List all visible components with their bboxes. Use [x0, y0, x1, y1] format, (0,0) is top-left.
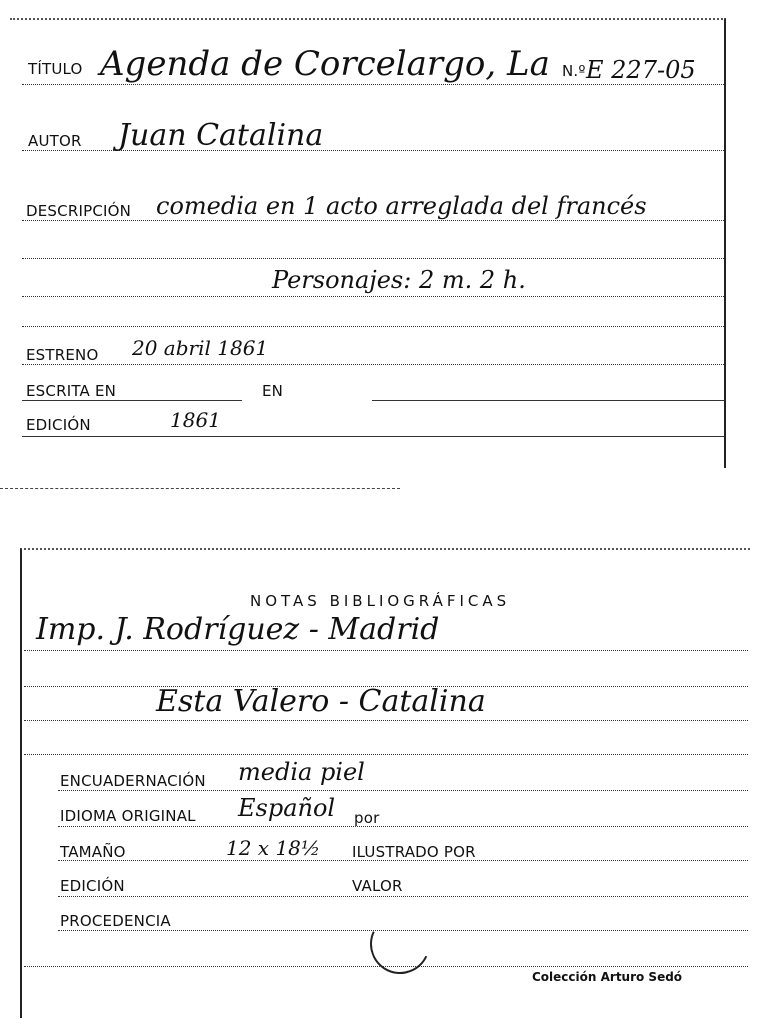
edicion-value: 1861 [170, 408, 221, 432]
rule-note-4 [24, 754, 748, 755]
escrita-en-label: ESCRITA EN [26, 382, 117, 400]
rule-idioma [58, 826, 748, 827]
tamano-value: 12 x 18½ [226, 836, 321, 860]
personajes-value: Personajes: 2 m. 2 h. [272, 266, 526, 294]
rule-note-1 [24, 650, 748, 651]
ilustrado-label: ILUSTRADO POR [352, 843, 476, 861]
titulo-label: TÍTULO [28, 60, 83, 78]
collection-footer: Colección Arturo Sedó [532, 970, 683, 984]
edicion-label-2: EDICIÓN [60, 877, 125, 895]
encuadernacion-label: ENCUADERNACIÓN [60, 772, 206, 790]
autor-value: Juan Catalina [118, 118, 324, 153]
card-separator [0, 488, 400, 489]
tamano-label: TAMAÑO [60, 843, 126, 861]
rule-titulo [22, 84, 724, 85]
procedencia-label: PROCEDENCIA [60, 912, 171, 930]
rule-personajes [22, 296, 724, 297]
rule-blank [22, 326, 724, 327]
descripcion-value: comedia en 1 acto arreglada del francés [156, 192, 647, 220]
idioma-value: Español [238, 794, 336, 822]
rule-escrita-en [22, 400, 242, 401]
edicion-label: EDICIÓN [26, 416, 91, 434]
numero-label: N.º [562, 62, 586, 80]
encuadernacion-value: media piel [238, 758, 365, 786]
rule-descripcion [22, 220, 724, 221]
estreno-value: 20 abril 1861 [132, 336, 269, 360]
rule-estreno [22, 364, 724, 365]
numero-value: E 227-05 [586, 56, 696, 84]
rule-encuadernacion [58, 790, 748, 791]
note-line-1: Imp. J. Rodríguez - Madrid [36, 612, 440, 647]
autor-label: AUTOR [28, 132, 82, 150]
por-label: por [354, 809, 380, 827]
notas-heading: NOTAS BIBLIOGRÁFICAS [250, 592, 511, 610]
rule-note-3 [24, 720, 748, 721]
descripcion-label: DESCRIPCIÓN [26, 202, 132, 220]
estreno-label: ESTRENO [26, 346, 99, 364]
note-line-2: Esta Valero - Catalina [156, 684, 486, 719]
en-label: EN [262, 382, 284, 400]
titulo-value: Agenda de Corcelargo, La [100, 44, 550, 84]
valor-label: VALOR [352, 877, 403, 895]
rule-edicion [22, 436, 724, 437]
idioma-label: IDIOMA ORIGINAL [60, 807, 196, 825]
rule-descripcion-2 [22, 258, 724, 259]
rule-en [372, 400, 724, 401]
rule-edicion-2 [58, 896, 748, 897]
